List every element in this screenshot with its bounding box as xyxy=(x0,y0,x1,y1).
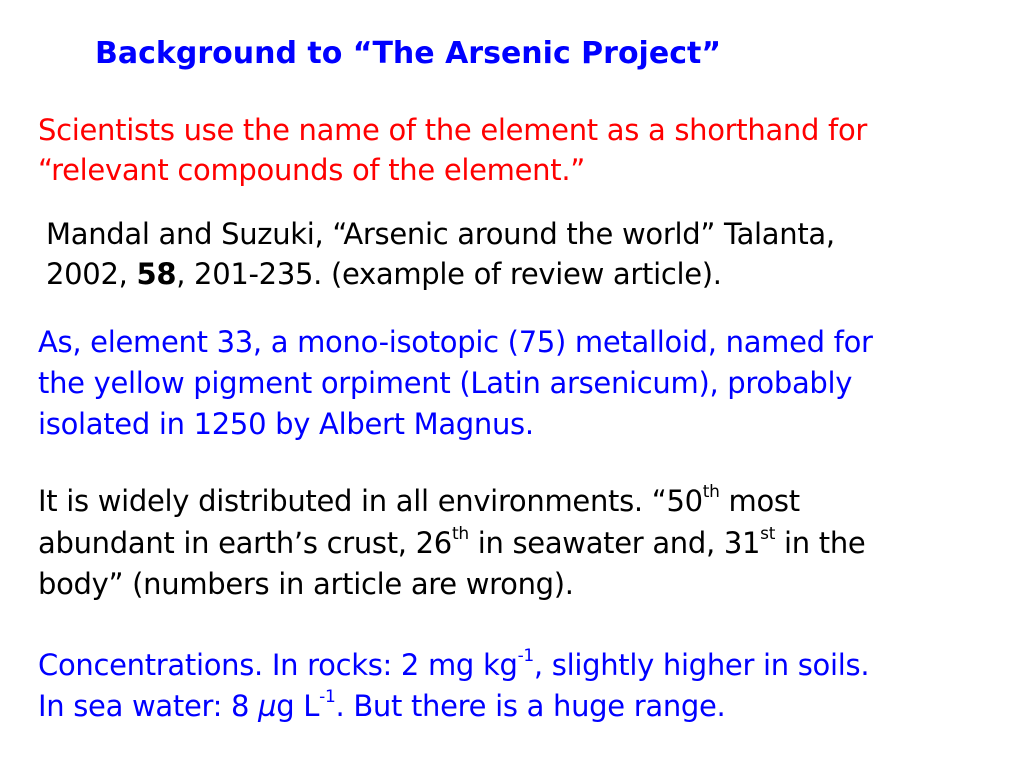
element-line-3: isolated in 1250 by Albert Magnus. xyxy=(38,407,534,441)
ordinal-suffix: st xyxy=(760,524,776,545)
distribution-line-2 xyxy=(38,523,865,563)
element-line-2: the yellow pigment orpiment (Latin arsenicum), probably xyxy=(38,366,853,400)
micro-symbol: µ xyxy=(258,689,277,723)
concentrations-text: In sea water: 8 xyxy=(38,689,259,723)
reference-pages: , 201-235. (example of review article). xyxy=(176,257,722,291)
distribution-line-3: body” (numbers in article are wrong). xyxy=(38,567,574,601)
concentrations-line-2 xyxy=(38,686,725,726)
slide-title: Background to “The Arsenic Project” xyxy=(95,36,722,71)
concentrations-text: . But there is a huge range. xyxy=(335,689,726,723)
distribution-text: It is widely distributed in all environments. “50 xyxy=(38,484,703,518)
shorthand-line-1: Scientists use the name of the element as a shorthand for xyxy=(38,113,868,147)
reference-line-2 xyxy=(46,254,722,294)
reference-volume: 58 xyxy=(136,257,177,291)
exponent: -1 xyxy=(517,646,534,667)
concentrations-text: g L xyxy=(276,689,320,723)
concentrations-line-1 xyxy=(38,645,869,685)
ordinal-suffix: th xyxy=(451,524,469,545)
distribution-text: in the xyxy=(775,526,866,560)
concentrations-text: , slightly higher in soils. xyxy=(533,648,870,682)
element-line-1: As, element 33, a mono-isotopic (75) metalloid, named for xyxy=(38,325,873,359)
distribution-text: most xyxy=(719,484,800,518)
shorthand-line-2: “relevant compounds of the element.” xyxy=(38,153,585,187)
distribution-text: abundant in earth’s crust, 26 xyxy=(38,526,452,560)
ordinal-suffix: th xyxy=(702,482,720,503)
distribution-line-1 xyxy=(38,481,800,521)
reference-line-1: Mandal and Suzuki, “Arsenic around the world” Talanta, xyxy=(46,217,835,251)
exponent: -1 xyxy=(319,687,336,708)
concentrations-text: Concentrations. In rocks: 2 mg kg xyxy=(38,648,518,682)
reference-year: 2002, xyxy=(46,257,137,291)
distribution-text: in seawater and, 31 xyxy=(468,526,761,560)
